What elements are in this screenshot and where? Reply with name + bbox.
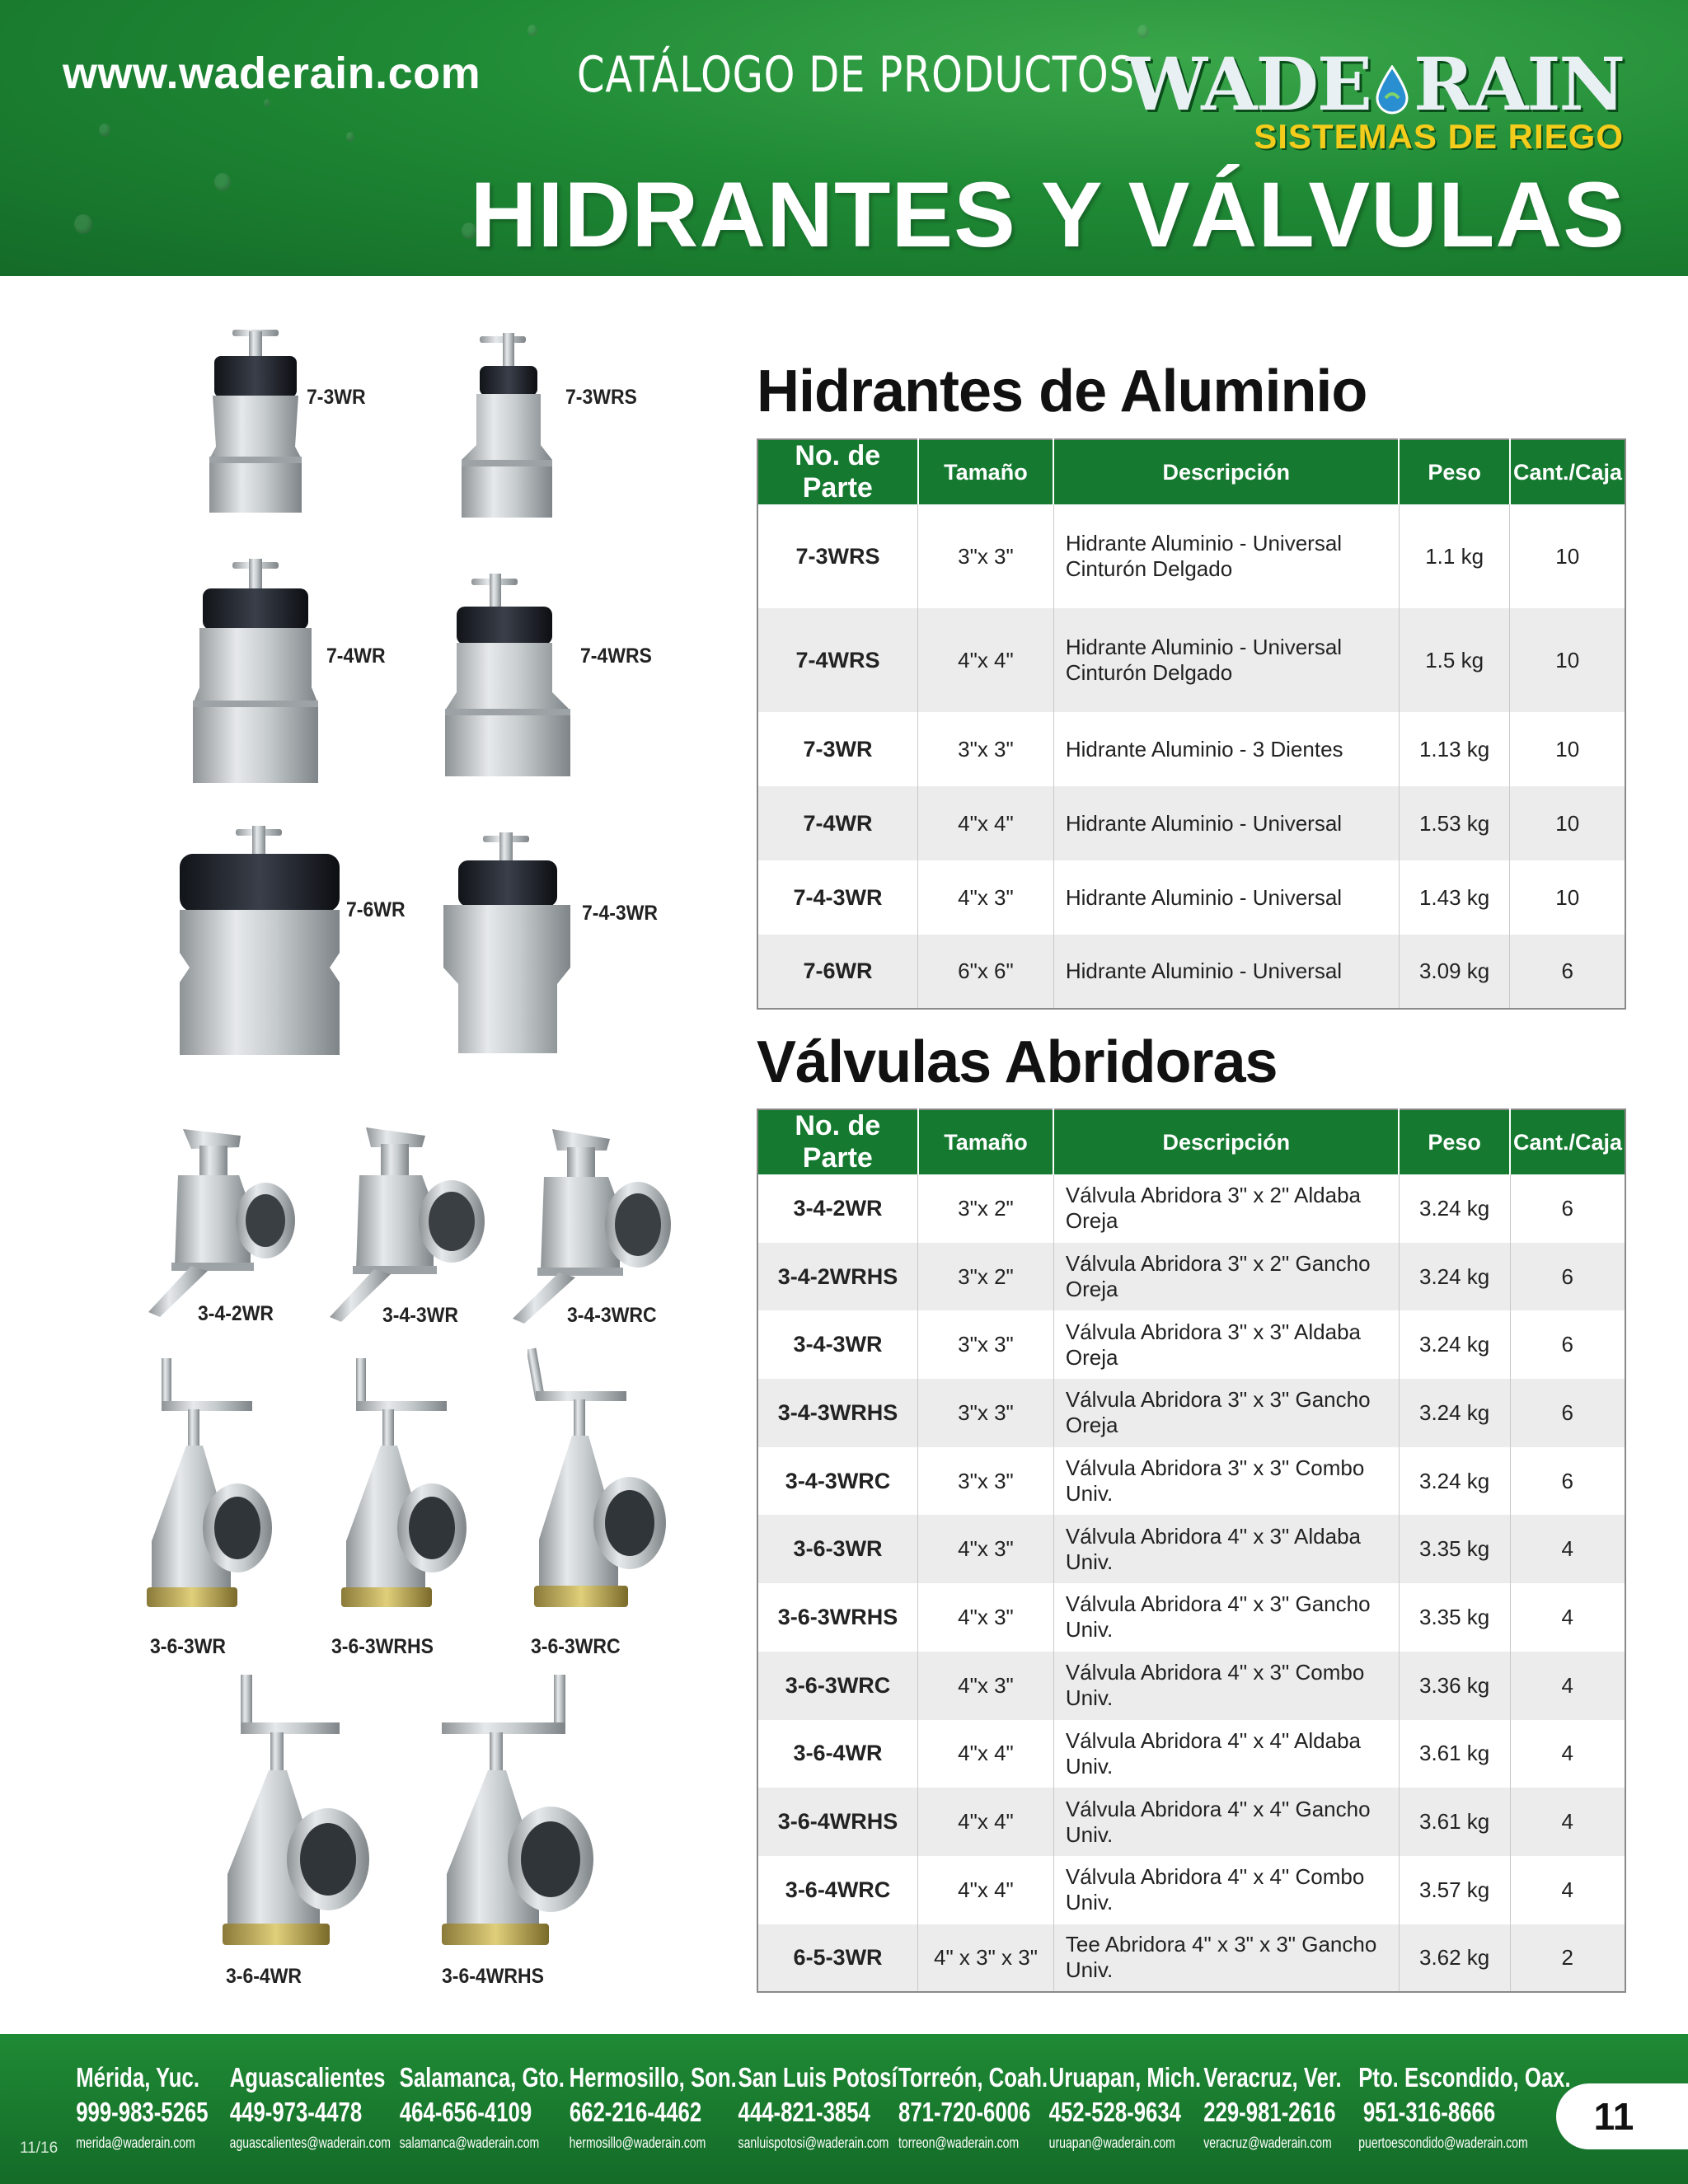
product-label: 3-6-3WRC (531, 1635, 621, 1658)
quantity-per-box: 4 (1510, 1720, 1625, 1788)
valve-icon (435, 1668, 600, 1957)
column-header-size: Tamaño (918, 439, 1054, 504)
brand-name-left: WADE (1126, 41, 1371, 127)
weight: 3.24 kg (1399, 1310, 1510, 1379)
product-image-7-4wrs (438, 569, 577, 781)
description: Válvula Abridora 3" x 3" Gancho Oreja (1053, 1379, 1399, 1447)
part-number: 7-4WR (757, 786, 918, 860)
office-contact (59, 2062, 211, 2152)
size: 6"x 6" (918, 935, 1054, 1009)
description: Hidrante Aluminio - Universal (1053, 860, 1399, 935)
office-contact (381, 2062, 565, 2152)
part-number: 3-6-3WRHS (757, 1583, 918, 1652)
office-city: Hermosillo, Son. (569, 2062, 737, 2093)
part-number: 3-4-3WRC (757, 1447, 918, 1516)
table-row (757, 786, 1625, 860)
valve-icon (528, 1342, 676, 1619)
hydrants-table (757, 438, 1626, 1010)
valve-icon (335, 1352, 475, 1619)
table-row (757, 504, 1625, 608)
quantity-per-box: 4 (1510, 1652, 1625, 1720)
catalog-title: CATÁLOGO DE PRODUCTOS (577, 46, 1135, 104)
water-drop-icon (1374, 65, 1410, 116)
column-header-weight: Peso (1399, 439, 1510, 504)
quantity-per-box: 10 (1510, 786, 1625, 860)
hydrant-icon (438, 569, 577, 781)
office-email[interactable]: salamanca@waderain.com (399, 2135, 540, 2151)
product-image-7-4-3wr (437, 827, 577, 1058)
description: Tee Abridora 4" x 3" x 3" Gancho Univ. (1053, 1924, 1399, 1993)
table-row (757, 1447, 1625, 1516)
table-row (757, 1243, 1625, 1311)
part-number: 3-6-4WRHS (757, 1788, 918, 1856)
weight: 3.36 kg (1399, 1652, 1510, 1720)
part-number: 7-6WR (757, 935, 918, 1009)
part-number: 7-3WR (757, 712, 918, 786)
weight: 1.53 kg (1399, 786, 1510, 860)
page-number: 11 (1556, 2083, 1688, 2149)
weight: 1.13 kg (1399, 712, 1510, 786)
description-line-2: Cinturón Delgado (1065, 660, 1233, 685)
size: 4"x 3" (918, 1652, 1054, 1720)
office-phone[interactable]: 229-981-2616 (1203, 2097, 1336, 2127)
product-label: 7-6WR (346, 898, 406, 921)
column-header-qty: Cant./Caja (1510, 1109, 1625, 1174)
office-contact (551, 2062, 737, 2152)
office-email[interactable]: aguascalientes@waderain.com (229, 2135, 391, 2151)
quantity-per-box: 10 (1510, 504, 1625, 608)
product-image-3-6-3wrc (528, 1342, 676, 1619)
size: 3"x 3" (918, 1447, 1054, 1516)
quantity-per-box: 6 (1510, 1174, 1625, 1243)
weight: 3.57 kg (1399, 1856, 1510, 1924)
office-email[interactable]: puertoescondido@waderain.com (1358, 2135, 1528, 2151)
valve-icon (216, 1668, 377, 1957)
office-phone[interactable]: 449-973-4478 (229, 2097, 363, 2127)
product-label: 3-6-3WRHS (331, 1635, 434, 1658)
hydrant-icon (437, 827, 577, 1058)
weight: 3.61 kg (1399, 1788, 1510, 1856)
product-image-3-6-3wr (140, 1352, 280, 1619)
product-image-3-4-2wr (142, 1126, 298, 1324)
office-contact (211, 2062, 391, 2152)
office-city: San Luis Potosí (738, 2062, 898, 2093)
website-link[interactable]: www.waderain.com (63, 49, 481, 98)
water-drop-decoration (74, 214, 92, 234)
office-phone[interactable]: 871-720-6006 (898, 2097, 1031, 2127)
size: 4" x 3" x 3" (918, 1924, 1054, 1993)
page-footer (0, 2034, 1688, 2184)
description: Válvula Abridora 4" x 4" Gancho Univ. (1053, 1788, 1399, 1856)
hydrant-icon (186, 555, 325, 788)
description: Válvula Abridora 3" x 3" Aldaba Oreja (1053, 1310, 1399, 1379)
weight: 1.43 kg (1399, 860, 1510, 935)
office-contact (1187, 2062, 1342, 2152)
part-number: 3-6-3WRC (757, 1652, 918, 1720)
column-header-description: Descripción (1053, 1109, 1399, 1174)
office-city: Veracruz, Ver. (1203, 2062, 1342, 2093)
quantity-per-box: 6 (1510, 935, 1625, 1009)
product-image-3-6-4wr (216, 1668, 377, 1957)
page-title: HIDRANTES Y VÁLVULAS (470, 163, 1625, 266)
page-header (0, 0, 1688, 276)
office-email[interactable]: uruapan@waderain.com (1048, 2135, 1175, 2151)
weight: 3.24 kg (1399, 1379, 1510, 1447)
office-city: Torreón, Coah. (898, 2062, 1048, 2093)
product-image-3-6-4wrhs (435, 1668, 600, 1957)
product-label: 7-4WRS (580, 644, 652, 668)
size: 3"x 3" (918, 504, 1054, 608)
office-phone[interactable]: 464-656-4109 (399, 2097, 532, 2127)
office-contact (1339, 2062, 1571, 2152)
office-phone[interactable]: 444-821-3854 (738, 2097, 870, 2127)
office-email[interactable]: merida@waderain.com (76, 2135, 195, 2151)
quantity-per-box: 6 (1510, 1379, 1625, 1447)
table-header-row (757, 439, 1625, 504)
column-header-qty: Cant./Caja (1510, 439, 1625, 504)
product-image-7-3wrs (455, 330, 566, 523)
quantity-per-box: 6 (1510, 1243, 1625, 1311)
weight: 3.24 kg (1399, 1174, 1510, 1243)
quantity-per-box: 4 (1510, 1583, 1625, 1652)
water-drop-decoration (346, 132, 354, 142)
table-row (757, 1856, 1625, 1924)
quantity-per-box: 10 (1510, 712, 1625, 786)
column-header-size: Tamaño (918, 1109, 1054, 1174)
part-number: 7-3WRS (757, 504, 918, 608)
size: 4"x 4" (918, 1856, 1054, 1924)
table-row (757, 1652, 1625, 1720)
column-header-part: No. de Parte (757, 439, 918, 504)
hydrants-section-title: Hidrantes de Aluminio (757, 359, 1367, 424)
table-row (757, 712, 1625, 786)
office-email[interactable]: hermosillo@waderain.com (569, 2135, 706, 2151)
description (1053, 504, 1399, 608)
table-row (757, 1583, 1625, 1652)
description (1053, 608, 1399, 712)
office-email[interactable]: veracruz@waderain.com (1203, 2135, 1332, 2151)
product-label: 7-4-3WR (582, 902, 659, 925)
table-row (757, 1924, 1625, 1993)
valve-icon (142, 1126, 298, 1324)
quantity-per-box: 6 (1510, 1447, 1625, 1516)
table-row (757, 1788, 1625, 1856)
product-image-7-3wr (198, 323, 313, 521)
part-number: 7-4WRS (757, 608, 918, 712)
brand-logo (1126, 41, 1624, 157)
quantity-per-box: 4 (1510, 1788, 1625, 1856)
part-number: 3-4-2WRHS (757, 1243, 918, 1311)
description-line-1: Hidrante Aluminio - Universal (1065, 531, 1343, 555)
weight: 3.24 kg (1399, 1447, 1510, 1516)
size: 4"x 3" (918, 1515, 1054, 1583)
brand-name-right: RAIN (1413, 41, 1624, 127)
weight: 3.61 kg (1399, 1720, 1510, 1788)
water-drop-decoration (214, 173, 231, 191)
office-phone[interactable]: 999-983-5265 (76, 2097, 209, 2127)
description: Hidrante Aluminio - 3 Dientes (1053, 712, 1399, 786)
column-header-description: Descripción (1053, 439, 1399, 504)
weight: 3.09 kg (1399, 935, 1510, 1009)
product-label: 7-3WRS (565, 386, 637, 409)
size: 3"x 2" (918, 1243, 1054, 1311)
description: Válvula Abridora 3" x 2" Aldaba Oreja (1053, 1174, 1399, 1243)
size: 4"x 3" (918, 1583, 1054, 1652)
size: 4"x 4" (918, 1720, 1054, 1788)
part-number: 3-6-3WR (757, 1515, 918, 1583)
hydrant-icon (173, 821, 346, 1060)
description-line-2: Cinturón Delgado (1065, 556, 1233, 581)
size: 3"x 3" (918, 1379, 1054, 1447)
column-header-weight: Peso (1399, 1109, 1510, 1174)
office-city: Salamanca, Gto. (399, 2062, 565, 2093)
quantity-per-box: 4 (1510, 1515, 1625, 1583)
table-row (757, 1515, 1625, 1583)
size: 4"x 4" (918, 1788, 1054, 1856)
table-row (757, 1379, 1625, 1447)
description: Válvula Abridora 4" x 4" Combo Univ. (1053, 1856, 1399, 1924)
weight: 3.35 kg (1399, 1515, 1510, 1583)
weight: 3.62 kg (1399, 1924, 1510, 1993)
water-drop-decoration (528, 25, 537, 36)
description-line-1: Hidrante Aluminio - Universal (1065, 635, 1343, 659)
office-list (59, 2062, 1571, 2152)
valve-icon (140, 1352, 280, 1619)
product-image-7-6wr (173, 821, 346, 1060)
size: 4"x 4" (918, 786, 1054, 860)
quantity-per-box: 10 (1510, 608, 1625, 712)
part-number: 3-6-4WR (757, 1720, 918, 1788)
part-number: 7-4-3WR (757, 860, 918, 935)
table-row (757, 1174, 1625, 1243)
description: Válvula Abridora 3" x 2" Gancho Oreja (1053, 1243, 1399, 1311)
part-number: 3-4-2WR (757, 1174, 918, 1243)
weight: 3.24 kg (1399, 1243, 1510, 1311)
table-header-row (757, 1109, 1625, 1174)
product-image-3-4-3wr (323, 1124, 488, 1327)
size: 4"x 3" (918, 860, 1054, 935)
weight: 1.5 kg (1399, 608, 1510, 712)
office-contact (882, 2062, 1048, 2152)
hydrant-icon (198, 323, 313, 521)
description: Hidrante Aluminio - Universal (1053, 935, 1399, 1009)
brand-name (1126, 41, 1624, 127)
water-drop-decoration (1137, 25, 1149, 38)
office-city: Pto. Escondido, Oax. (1358, 2062, 1571, 2093)
part-number: 3-4-3WRHS (757, 1379, 918, 1447)
valve-icon (506, 1126, 676, 1327)
office-city: Mérida, Yuc. (76, 2062, 199, 2093)
water-drop-decoration (264, 99, 270, 107)
product-image-7-4wr (186, 555, 325, 788)
table-row (757, 1720, 1625, 1788)
description: Válvula Abridora 3" x 3" Combo Univ. (1053, 1447, 1399, 1516)
valve-icon (323, 1124, 488, 1327)
product-image-3-6-3wrhs (335, 1352, 475, 1619)
product-image-3-4-3wrc (506, 1126, 676, 1327)
description: Válvula Abridora 4" x 3" Gancho Univ. (1053, 1583, 1399, 1652)
size: 3"x 3" (918, 1310, 1054, 1379)
date-code: 11/16 (20, 2139, 59, 2157)
office-contact (1032, 2062, 1202, 2152)
quantity-per-box: 2 (1510, 1924, 1625, 1993)
product-label: 3-6-4WRHS (442, 1965, 544, 1988)
office-email[interactable]: torreon@waderain.com (898, 2135, 1020, 2151)
product-label: 3-6-3WR (150, 1635, 227, 1658)
quantity-per-box: 6 (1510, 1310, 1625, 1379)
office-city: Aguascalientes (229, 2062, 386, 2093)
office-email[interactable]: sanluispotosi@waderain.com (738, 2135, 889, 2151)
product-label: 3-4-2WR (198, 1302, 274, 1325)
size: 4"x 4" (918, 608, 1054, 712)
hydrant-icon (455, 330, 566, 523)
valves-table (757, 1108, 1626, 1993)
brand-tagline: SISTEMAS DE RIEGO (1254, 117, 1624, 156)
weight: 1.1 kg (1399, 504, 1510, 608)
size: 3"x 3" (918, 712, 1054, 786)
office-phone[interactable]: 662-216-4462 (569, 2097, 702, 2127)
description: Hidrante Aluminio - Universal (1053, 786, 1399, 860)
table-row (757, 1310, 1625, 1379)
description: Válvula Abridora 4" x 3" Aldaba Univ. (1053, 1515, 1399, 1583)
product-label: 3-4-3WRC (567, 1304, 657, 1327)
description: Válvula Abridora 4" x 4" Aldaba Univ. (1053, 1720, 1399, 1788)
weight: 3.35 kg (1399, 1583, 1510, 1652)
office-phone[interactable]: 452-528-9634 (1048, 2097, 1181, 2127)
product-label: 7-4WR (326, 644, 386, 668)
valves-section-title: Válvulas Abridoras (757, 1029, 1278, 1095)
quantity-per-box: 4 (1510, 1856, 1625, 1924)
office-phone[interactable]: 951-316-8666 (1362, 2097, 1496, 2127)
part-number: 3-6-4WRC (757, 1856, 918, 1924)
table-row (757, 935, 1625, 1009)
water-drop-decoration (99, 124, 110, 137)
column-header-part: No. de Parte (757, 1109, 918, 1174)
part-number: 6-5-3WR (757, 1924, 918, 1993)
table-row (757, 860, 1625, 935)
product-label: 3-4-3WR (382, 1304, 459, 1327)
product-label: 7-3WR (307, 386, 366, 409)
office-city: Uruapan, Mich. (1048, 2062, 1202, 2093)
description: Válvula Abridora 4" x 3" Combo Univ. (1053, 1652, 1399, 1720)
size: 3"x 2" (918, 1174, 1054, 1243)
part-number: 3-4-3WR (757, 1310, 918, 1379)
office-contact (720, 2062, 898, 2152)
quantity-per-box: 10 (1510, 860, 1625, 935)
table-row (757, 608, 1625, 712)
product-label: 3-6-4WR (226, 1965, 302, 1988)
